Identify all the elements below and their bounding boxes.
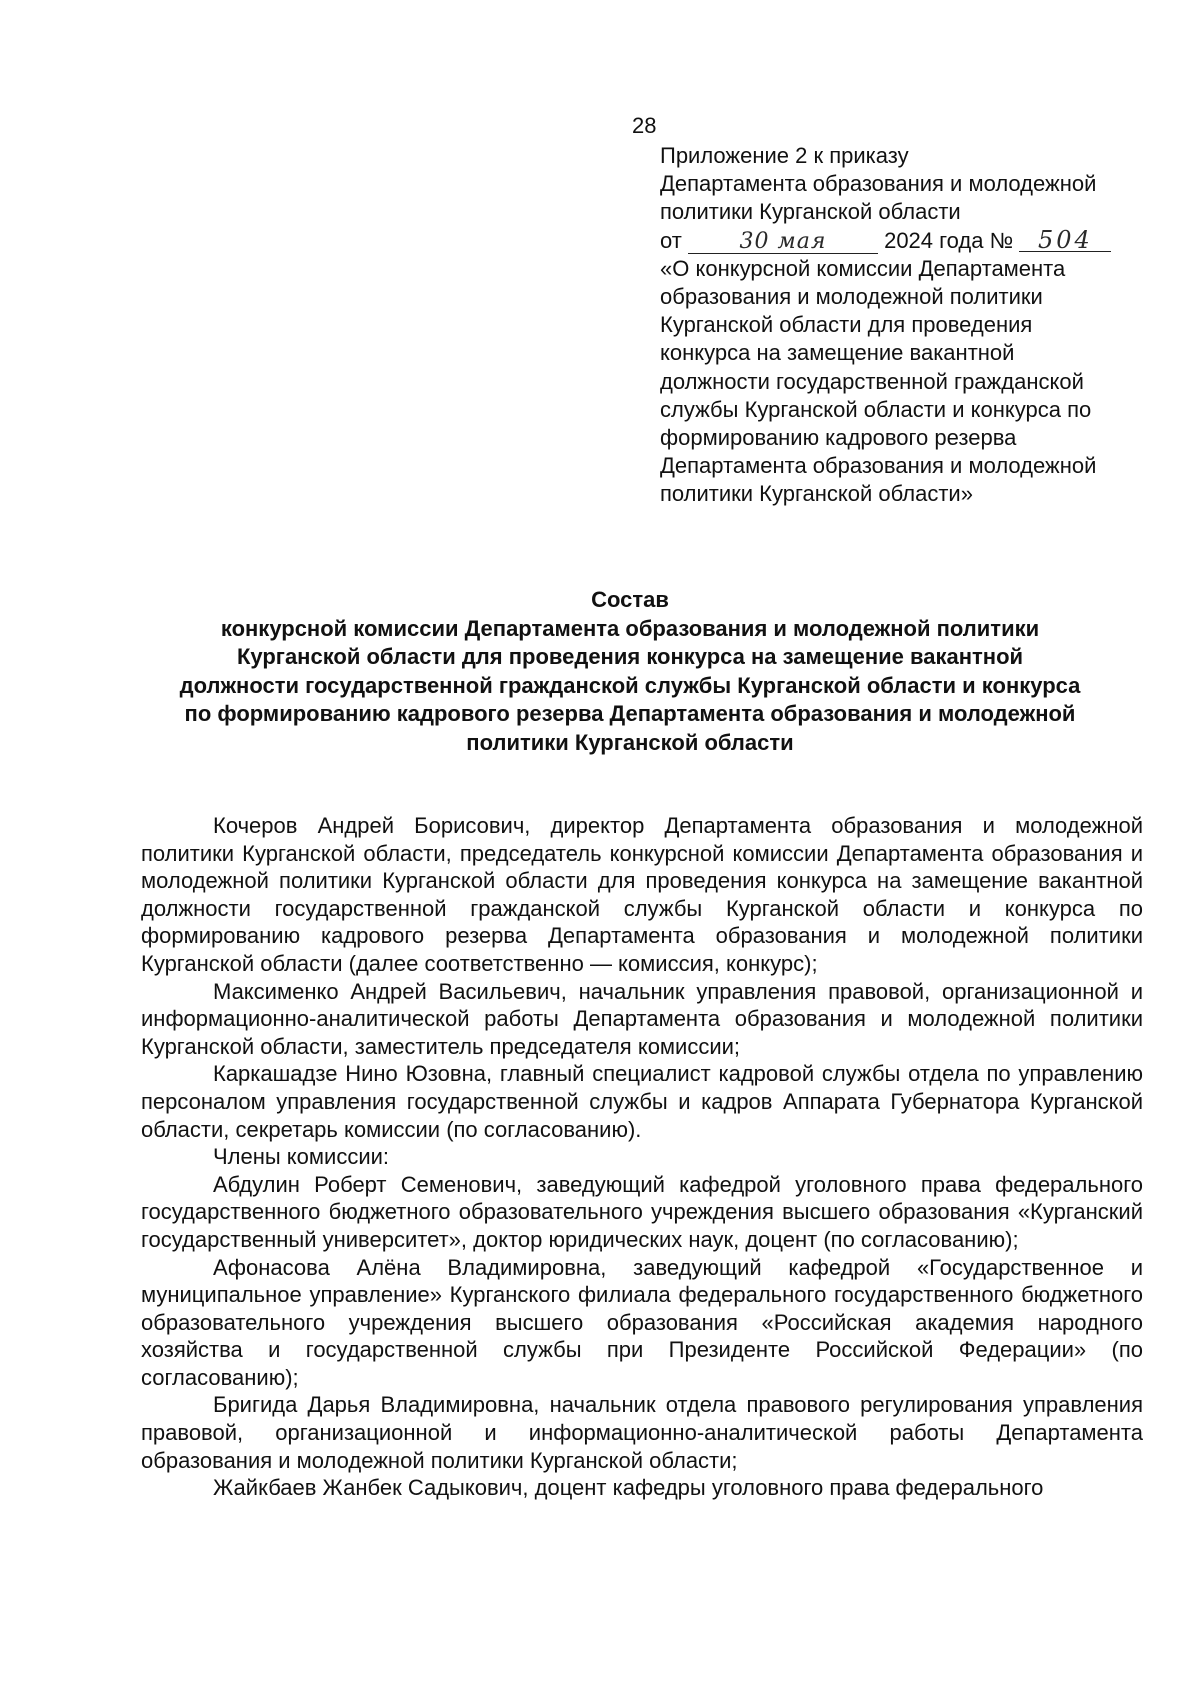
- title-line: должности государственной гражданской службы Курганской области и конкурса: [179, 672, 1081, 698]
- title-line: Курганской области для проведения конкурса на замещение вакантной: [236, 644, 1024, 669]
- subject-line: политики Курганской области»: [660, 481, 973, 507]
- year-text: 2024 года №: [884, 227, 1014, 253]
- handwritten-date: 30 мая: [688, 231, 878, 254]
- subject-line: службы Курганской области и конкурса по: [660, 396, 1092, 422]
- date-prefix: от: [660, 227, 682, 253]
- appendix-line: политики Курганской области: [660, 199, 961, 225]
- title-line: политики Курганской области: [466, 729, 794, 755]
- members-heading: Члены комиссии:: [213, 1144, 390, 1170]
- appendix-header: [660, 142, 1160, 509]
- title-line: по формированию кадрового резерва Департамента образования и молодежной: [184, 701, 1076, 726]
- appendix-line: Департамента образования и молодежной: [660, 171, 1097, 197]
- page-number: 28: [632, 113, 657, 138]
- appendix-line: Приложение 2 к приказу: [660, 143, 909, 168]
- order-date-line: [660, 227, 1160, 255]
- subject-line: конкурса на замещение вакантной: [660, 340, 1015, 366]
- member-paragraph: Абдулин Роберт Семенович, заведующий кафедрой уголовного права федерального государственного бюджетного образовательного учреждения высшего образования «Курганский государственный университет», доктор юридических наук, доцент (по согласованию);: [141, 1171, 1143, 1252]
- handwritten-order-number: 504: [1019, 229, 1111, 252]
- title-line: конкурсной комиссии Департамента образования и молодежной политики: [220, 615, 1040, 641]
- document-title: [130, 586, 1130, 757]
- member-paragraph: Жайкбаев Жанбек Садыкович, доцент кафедры уголовного права федерального: [213, 1475, 1044, 1501]
- subject-line: Департамента образования и молодежной: [660, 453, 1097, 479]
- subject-line: формированию кадрового резерва: [660, 425, 1017, 451]
- member-paragraph: Афонасова Алёна Владимировна, заведующий кафедрой «Государственное и муниципальное управление» Курганского филиала федерального государственного бюджетного образовательного учреждения высшего образования «Российская академия народного хозяйства и государственной службы при Президенте Российской Федерации» (по согласованию);: [141, 1254, 1143, 1390]
- member-paragraph: Бригида Дарья Владимировна, начальник отдела правового регулирования управления правовой, организационной и информационно-аналитической работы Департамента образования и молодежной политики Курганской области;: [141, 1392, 1143, 1473]
- member-paragraph: Максименко Андрей Васильевич, начальник управления правовой, организационной и информационно-аналитической работы Департамента образования и молодежной политики Курганской области, заместитель председателя комиссии;: [141, 978, 1143, 1059]
- title-line: Состав: [591, 587, 669, 612]
- member-paragraph: Каркашадзе Нино Юзовна, главный специалист кадровой службы отдела по управлению персоналом управления государственной службы и кадров Аппарата Губернатора Курганской области, секретарь комиссии (по согласованию).: [141, 1061, 1143, 1142]
- document-body: [141, 812, 1143, 1502]
- member-paragraph: Кочеров Андрей Борисович, директор Департамента образования и молодежной политики Курганской области, председатель конкурсной комиссии Департамента образования и молодежной политики Курганской области для проведения конкурса на замещение вакантной должности государственной гражданской службы Курганской области и конкурса по формированию кадрового резерва Департамента образования и молодежной политики Курганской области (далее соответственно — комиссия, конкурс);: [141, 813, 1143, 976]
- subject-line: должности государственной гражданской: [660, 368, 1084, 394]
- subject-line: образования и молодежной политики: [660, 284, 1043, 310]
- subject-line: «О конкурсной комиссии Департамента: [660, 255, 1066, 281]
- subject-line: Курганской области для проведения: [660, 312, 1033, 338]
